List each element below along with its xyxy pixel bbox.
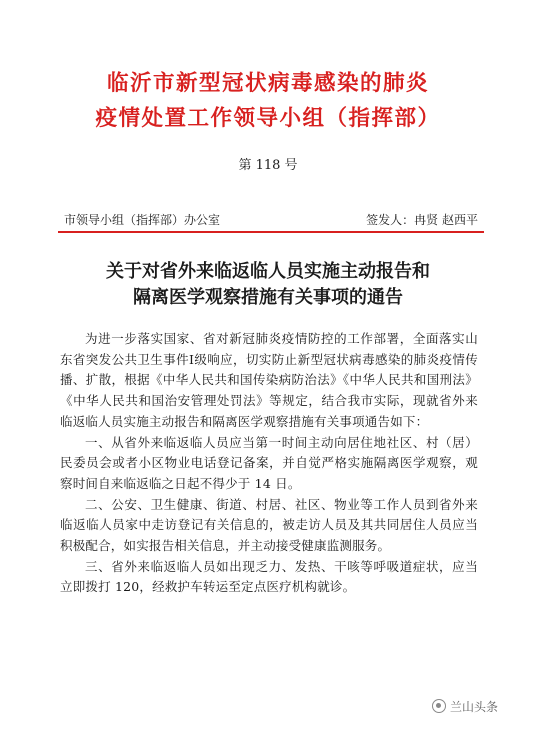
body-paragraph-intro: 为进一步落实国家、省对新冠肺炎疫情防控的工作部署，全面落实山东省突发公共卫生事件Ⅰ级响应，切实防止新型冠状病毒感染的肺炎疫情传播、扩散，根据《中华人民共和国传染病防治法》《中华人民共和国刑法》《中华人民共和国治安管理处罚法》等规定，结合我市实际，现就省外来临返临人员实施主动报告和隔离医学观察措施有关事项通告如下： — [60, 331, 478, 429]
header-title-line-2: 疫情处置工作领导小组（指挥部） — [95, 106, 441, 131]
notice-title-line-1: 关于对省外来临返临人员实施主动报告和 — [106, 261, 430, 282]
body-paragraph-item-2: 二、公安、卫生健康、街道、村居、社区、物业等工作人员到省外来临返临人员家中走访登记有关信息的，被走访人员及其共同居住人员应当积极配合，如实报告相关信息，并主动接受健康监测服务。 — [60, 496, 478, 554]
body-paragraph-item-3: 三、省外来临返临人员如出现乏力、发热、干咳等呼吸道症状，应当立即拨打 120，经救护车转运至定点医疗机构就诊。 — [60, 558, 478, 595]
notice-body — [60, 329, 478, 598]
source-watermark — [432, 696, 498, 716]
document-header-title — [0, 66, 536, 136]
notice-title-line-2: 隔离医学观察措施有关事项的通告 — [133, 287, 403, 308]
watermark-text: 兰山头条 — [450, 699, 499, 714]
notice-title — [0, 259, 536, 311]
red-divider-line — [58, 231, 484, 233]
signer: 签发人：冉贤 赵西平 — [366, 213, 478, 227]
circle-dot-icon — [432, 699, 446, 713]
issuing-office: 市领导小组（指挥部）办公室 — [64, 213, 221, 227]
body-paragraph-item-1: 一、从省外来临返临人员应当第一时间主动向居住地社区、村（居）民委员会或者小区物业电话登记备案，并自觉严格实施隔离医学观察，观察时间自来临返临之日起不得少于 14 日。 — [60, 434, 478, 491]
header-title-line-1: 临沂市新型冠状病毒感染的肺炎 — [106, 71, 429, 96]
document-number: 第 118 号 — [238, 158, 298, 173]
